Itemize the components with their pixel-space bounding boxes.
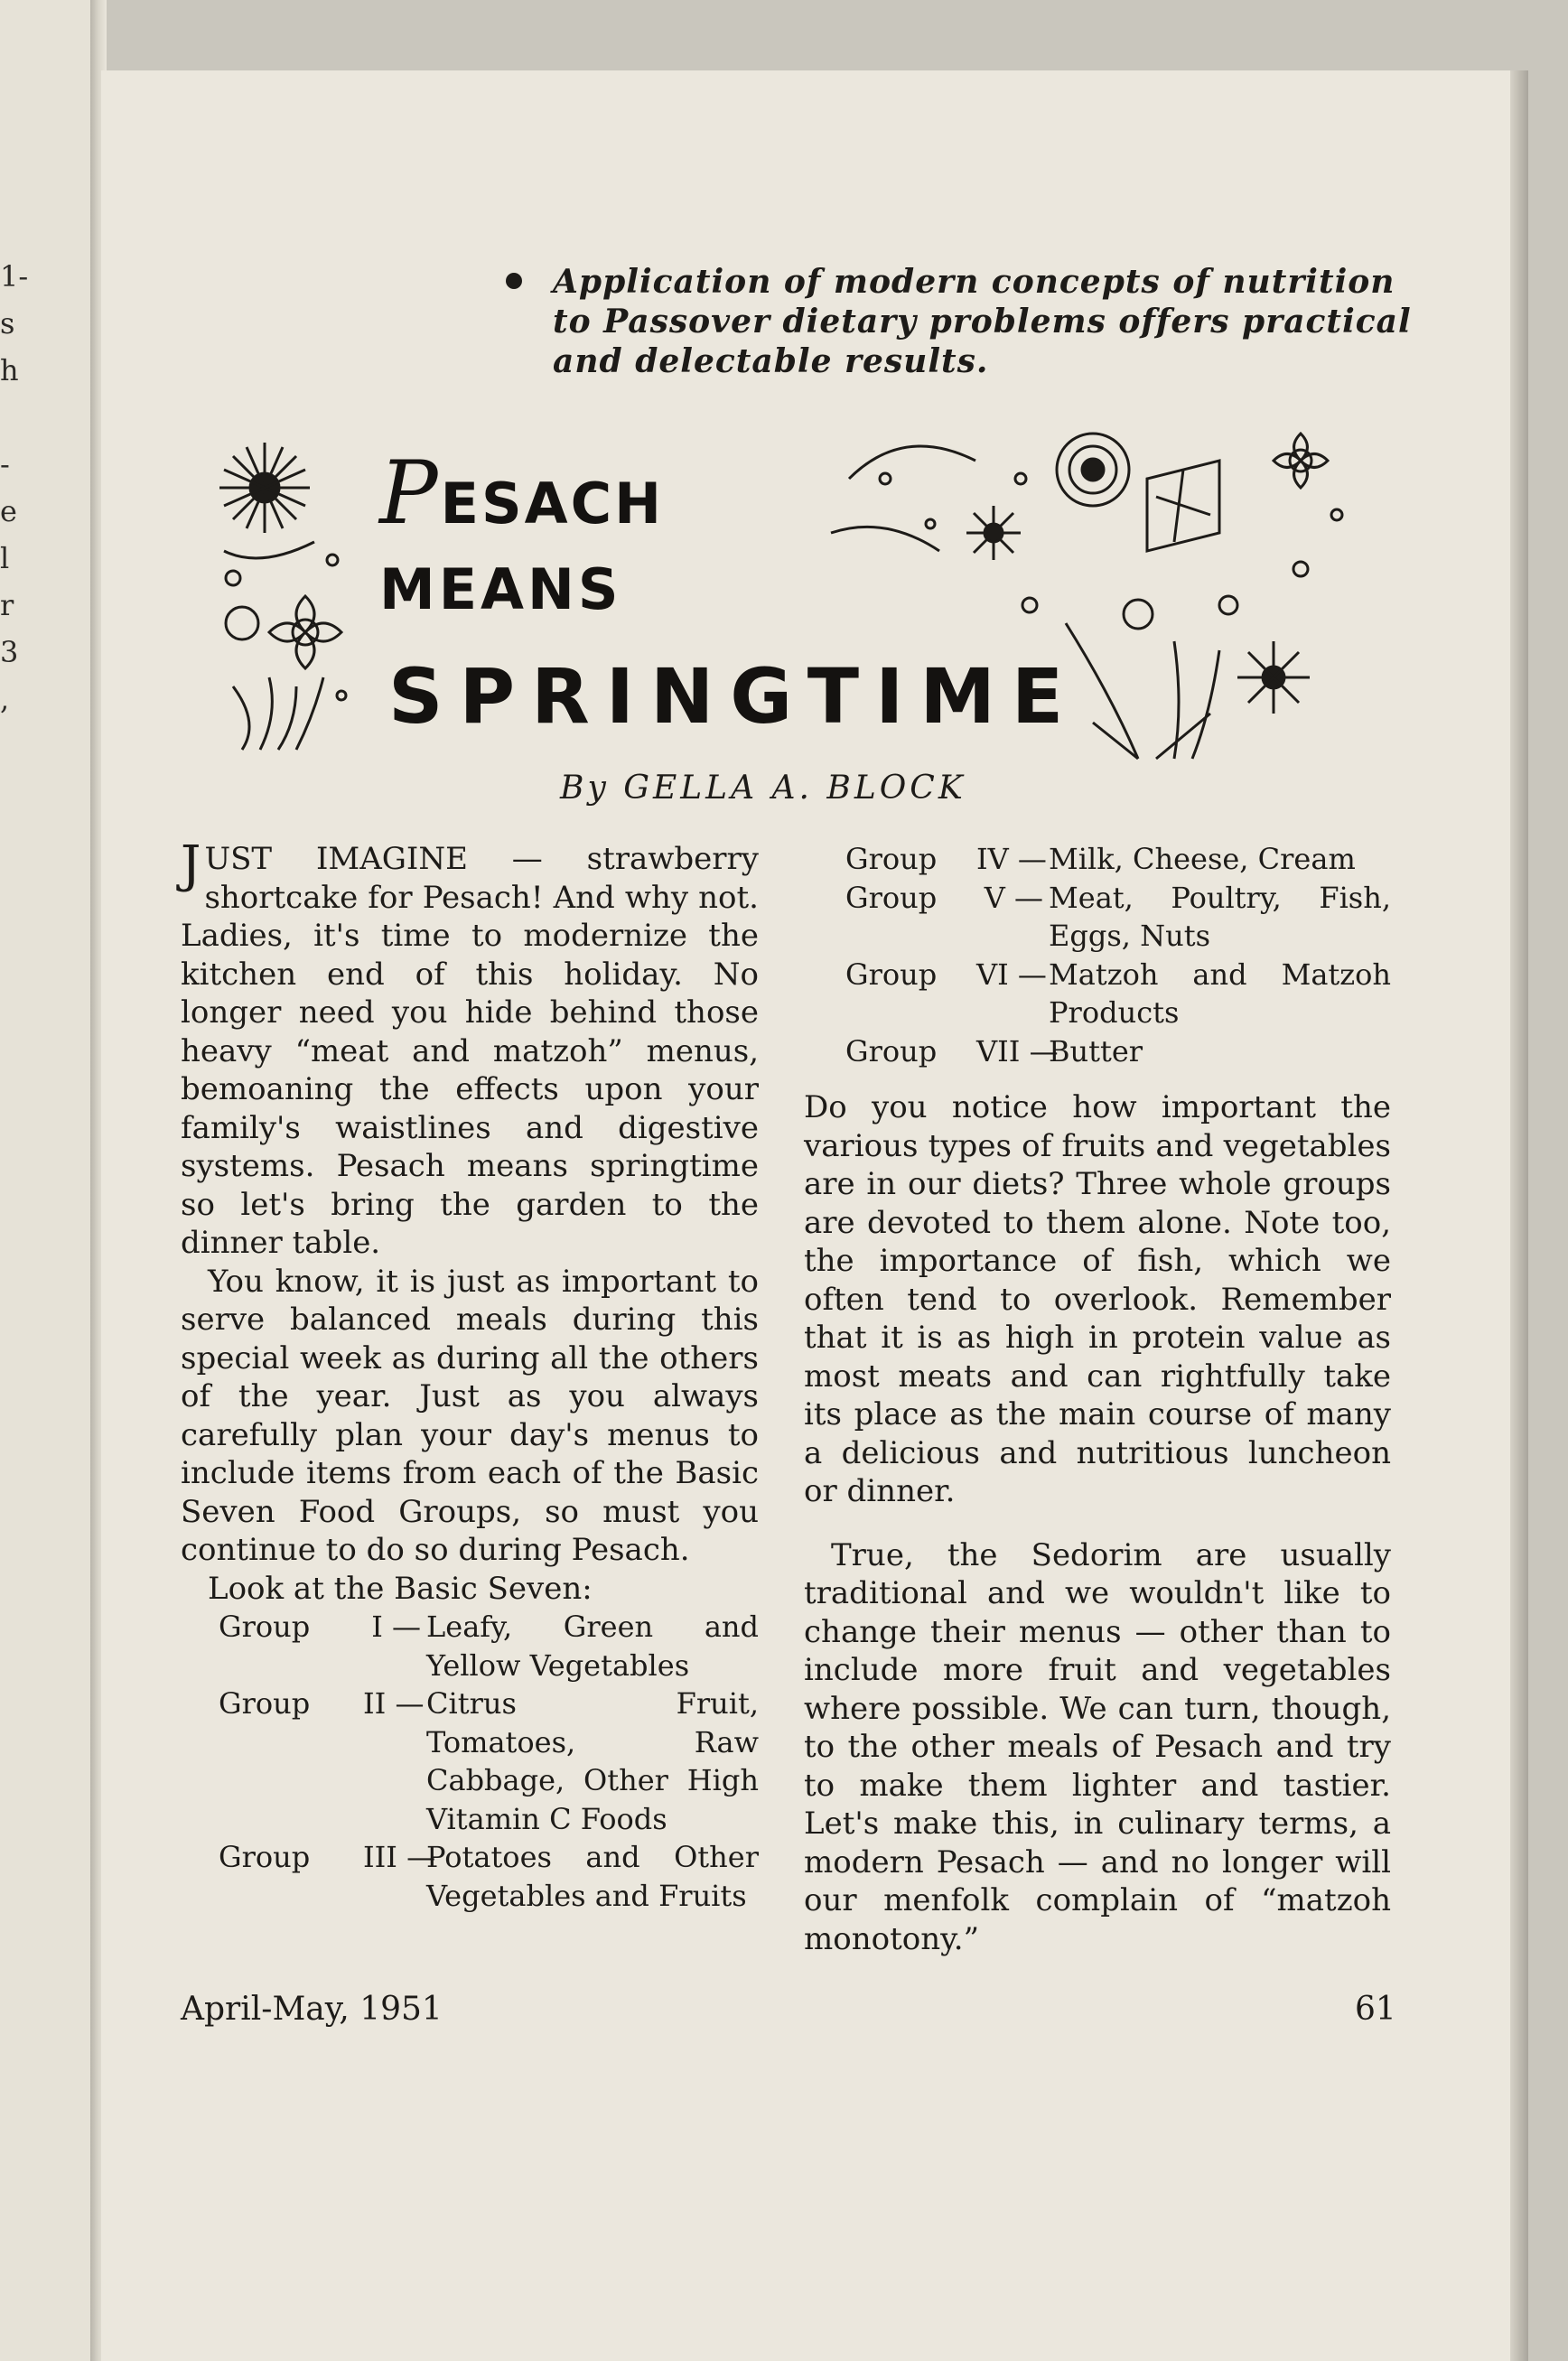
paragraph-balanced-meals: You know, it is just as important to serve balanced meals during this special week as during all the others of the year. Just as you always carefully plan your day's menus to include items from each of the Basic Seven Food Groups, so must you continue to do so during Pesach. <box>181 1263 759 1568</box>
group-label: Group <box>219 1840 311 1874</box>
page-edge-shadow <box>1510 70 1528 2361</box>
facing-page-edge <box>0 0 99 2361</box>
edge-fragment: h <box>0 353 19 387</box>
article-byline: By GELLA A. BLOCK <box>560 770 966 807</box>
group-number: IV — <box>976 842 1047 876</box>
group-number: I — <box>371 1610 421 1644</box>
drop-cap: J <box>181 835 201 894</box>
flower-illustration-left <box>206 415 369 759</box>
group-label: Group <box>845 842 938 876</box>
paragraph-basic-seven: Look at the Basic Seven: <box>208 1570 593 1607</box>
group-number: VI — <box>976 957 1047 992</box>
group-label: Group <box>219 1686 311 1721</box>
edge-fragment: r <box>0 588 14 622</box>
column-left <box>181 835 759 1915</box>
group-foods: Butter <box>1049 1033 1143 1069</box>
edge-fragment: - <box>0 447 10 481</box>
food-groups-list-left <box>219 1608 759 1915</box>
group-number: III — <box>363 1840 436 1874</box>
group-foods: Milk, Cheese, Cream <box>1049 842 1356 876</box>
group-foods: Meat, Poultry, Fish, Eggs, Nuts <box>1049 880 1391 953</box>
group-foods: Potatoes and Other Vegetables and Fruits <box>426 1840 759 1913</box>
group-label: Group <box>845 957 938 992</box>
group-label: Group <box>845 880 938 915</box>
article-deck: Application of modern concepts of nutrition to Passover dietary problems offers practical and delectable results. <box>553 263 1412 380</box>
group-number: II — <box>363 1686 425 1721</box>
group-foods: Citrus Fruit, Tomatoes, Raw Cabbage, Other High Vitamin C Foods <box>426 1686 759 1836</box>
issue-date: April-May, 1951 <box>181 1991 443 2028</box>
facing-page-text <box>0 253 28 723</box>
title-line-pesach: PESACH <box>379 443 664 544</box>
edge-fragment: e <box>0 494 17 528</box>
column-right <box>804 840 1391 1958</box>
group-foods: Leafy, Green and Yellow Vegetables <box>426 1610 759 1683</box>
edge-fragment: s <box>0 306 15 341</box>
paragraph-fruits-vegetables: Do you notice how important the various types of fruits and vegetables are in our diets? Three whole groups are devoted to them alone. Note too, the importance of fish, which we often tend to overlook. Remember that it is as high in protein value as most meats and can rightfully take its place as the main course of many a delicious and nutritious luncheon or dinner. <box>804 1089 1391 1509</box>
group-foods: Matzoh and Matzoh Products <box>1049 957 1391 1030</box>
food-groups-list-right <box>845 840 1391 1070</box>
flower-illustration-right <box>795 425 1373 768</box>
title-line-means: MEANS <box>379 556 622 622</box>
title-line-springtime: SPRINGTIME <box>388 652 1080 741</box>
edge-fragment: 3 <box>0 635 19 669</box>
group-number: VII — <box>976 1033 1059 1069</box>
group-label: Group <box>219 1610 311 1644</box>
deck-bullet <box>506 273 522 289</box>
page-number: 61 <box>1355 1991 1396 2028</box>
edge-fragment: l <box>0 541 10 575</box>
edge-fragment: , <box>0 682 10 716</box>
group-label: Group <box>845 1033 938 1069</box>
paragraph-sedorim: True, the Sedorim are usually traditional and we wouldn't like to change their menus — other than to include more fruit and vegetables where possible. We can turn, though, to the other meals of Pesach and try to make them lighter and tastier. Let's make this, in culinary terms, a modern Pesach — and no longer will our menfolk complain of “matzoh monotony.” <box>804 1536 1391 1957</box>
edge-fragment: 1- <box>0 259 29 294</box>
group-number: V — <box>984 880 1043 915</box>
paragraph-intro <box>181 835 759 1263</box>
paragraph-intro-text: UST IMAGINE — strawberry shortcake for Pesach! And why not. Ladies, it's time to modernize the kitchen end of this holiday. No longer need you hide behind those heavy “meat and matzoh” menus, bemoaning the effects upon your family's waistlines and digestive systems. Pesach means springtime so let's bring the garden to the dinner table. <box>181 841 759 1261</box>
